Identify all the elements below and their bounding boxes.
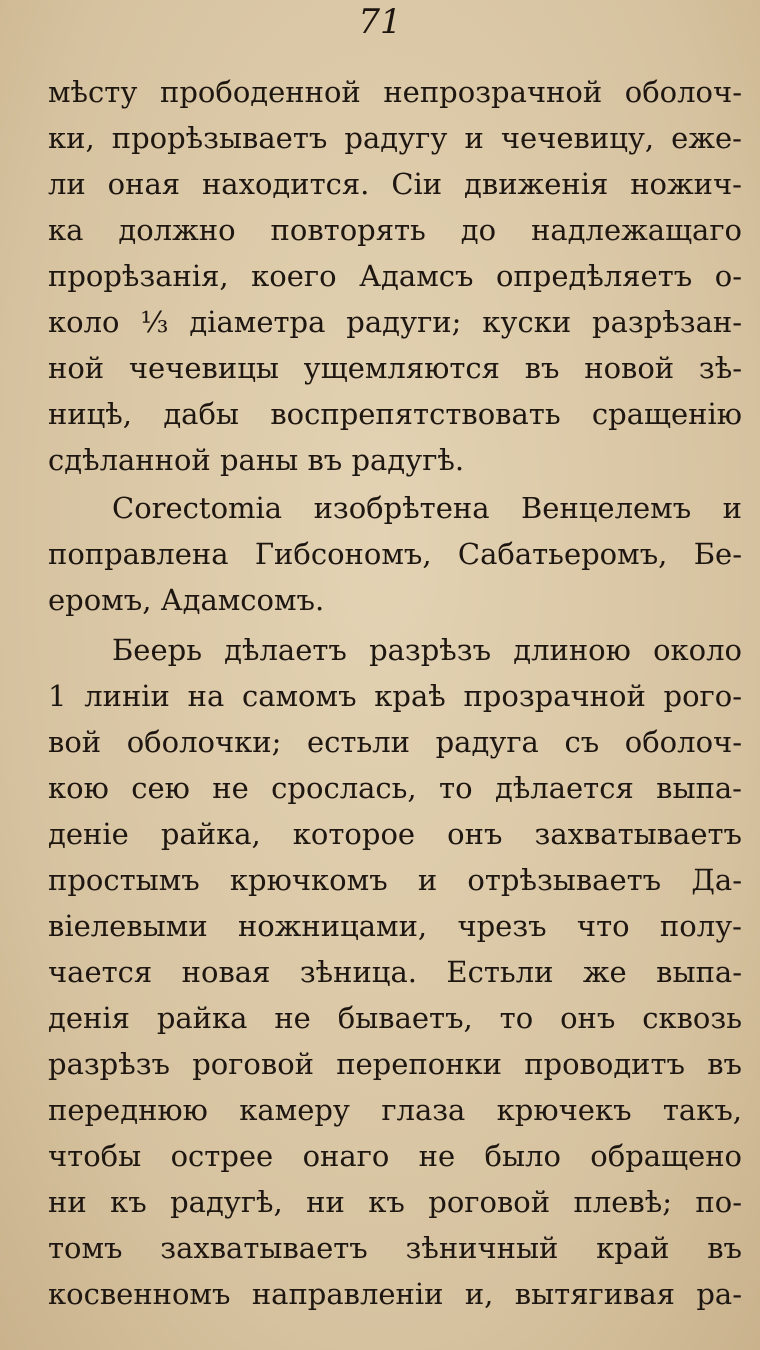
text-line: ни къ радугѣ, ни къ роговой плевѣ; по- xyxy=(48,1185,742,1219)
page-number: 71 xyxy=(358,2,402,42)
text-line: чтобы острее онаго не было обращено xyxy=(48,1139,742,1173)
text-line: прорѣзанія, коего Адамсъ опредѣляетъ о- xyxy=(48,259,742,293)
text-line: кою сею не срослась, то дѣлается выпа- xyxy=(48,771,742,805)
text-line: ницѣ, дабы воспрепятствовать сращенію xyxy=(48,397,742,431)
text-line: ки, прорѣзываетъ радугу и чечевицу, еже- xyxy=(48,121,742,155)
text-line: ка должно повторять до надлежащаго xyxy=(48,213,742,247)
text-line: томъ захватываетъ зѣничный край въ xyxy=(48,1231,742,1265)
paragraph-start-line: Беерь дѣлаетъ разрѣзъ длиною около xyxy=(112,633,742,667)
text-line: ли оная находится. Сіи движенія ножич- xyxy=(48,167,742,201)
text-line: мѣсту прободенной непрозрачной оболоч- xyxy=(48,75,742,109)
text-line: переднюю камеру глаза крючекъ такъ, xyxy=(48,1093,742,1127)
text-line: вой оболочки; естьли радуга съ оболоч- xyxy=(48,725,742,759)
text-line: ной чечевицы ущемляются въ новой зѣ- xyxy=(48,351,742,385)
text-line: простымъ крючкомъ и отрѣзываетъ Да- xyxy=(48,863,742,897)
text-line: 1 линіи на самомъ краѣ прозрачной рого- xyxy=(48,679,742,713)
paragraph-start-line: Corectomia изобрѣтена Венцелемъ и xyxy=(112,491,742,525)
text-line: чается новая зѣница. Естьли же выпа- xyxy=(48,955,742,989)
text-line: разрѣзъ роговой перепонки проводитъ въ xyxy=(48,1047,742,1081)
text-line: денія райка не бываетъ, то онъ сквозь xyxy=(48,1001,742,1035)
text-line: косвенномъ направленіи и, вытягивая ра- xyxy=(48,1277,742,1311)
text-line: коло ⅓ діаметра радуги; куски разрѣзан- xyxy=(48,305,742,339)
text-line: поправлена Гибсономъ, Сабатьеромъ, Бе- xyxy=(48,537,742,571)
text-line: еромъ, Адамсомъ. xyxy=(48,583,325,617)
text-line: віелевыми ножницами, чрезъ что полу- xyxy=(48,909,742,943)
text-line: деніе райка, которое онъ захватываетъ xyxy=(48,817,742,851)
text-line: сдѣланной раны въ радугѣ. xyxy=(48,443,465,477)
